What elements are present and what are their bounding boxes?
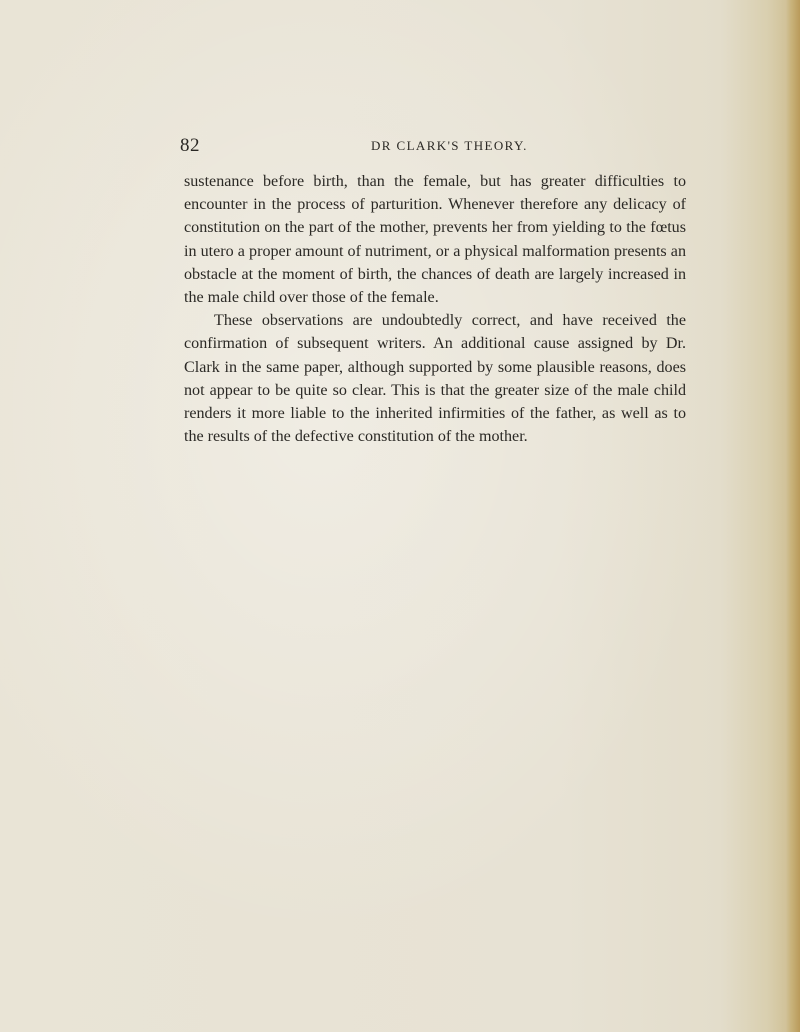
page-edge xyxy=(786,0,800,1032)
paragraph-1: sustenance before birth, than the female, but has greater difficulties to encounter in the process of parturition. Whenever therefore any delicacy of constitution on the part of the mother, prevents her from yielding to the fœtus in utero a proper amount of nutriment, or a physical malformation presents an obstacle at the moment of birth, the chances of death are largely increased in the male child over those of the female. xyxy=(184,173,686,307)
running-title: DR CLARK'S THEORY. xyxy=(371,138,528,153)
paragraph-2: These observations are undoubtedly correct, and have received the confirmation of subsequent writers. An additional cause assigned by Dr. Clark in the same paper, although supported by some plausible reasons, does not appear to be quite so clear. This is that the greater size of the male child renders it more liable to the inherited infirmities of the father, as well as to the results of the defective constitution of the mother. xyxy=(184,312,686,446)
page-number: 82 xyxy=(180,135,200,156)
page-header xyxy=(180,135,685,157)
body-text xyxy=(184,170,686,448)
